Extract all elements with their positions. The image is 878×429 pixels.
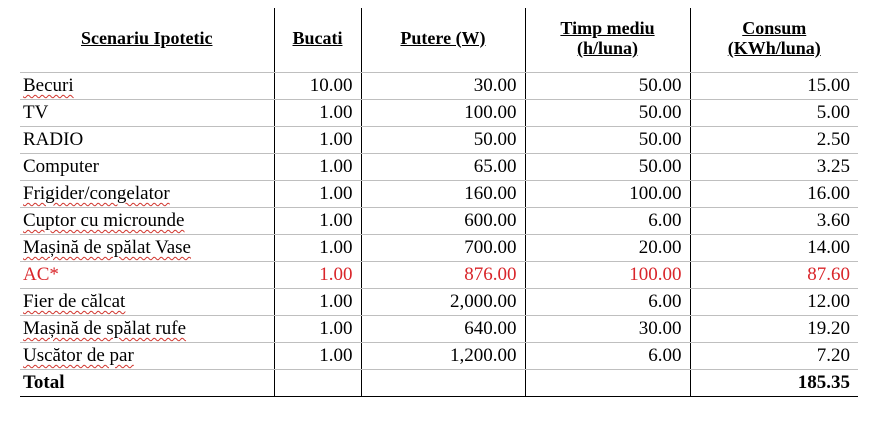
- table-row: [20, 208, 858, 235]
- row-pieces: 1.00: [274, 262, 361, 289]
- consumption-table: [20, 8, 858, 397]
- row-power: 65.00: [361, 154, 525, 181]
- row-pieces: 1.00: [274, 100, 361, 127]
- row-name: Frigider/congelator: [20, 181, 274, 208]
- total-power-empty: [361, 370, 525, 397]
- row-name: Uscător de par: [20, 343, 274, 370]
- row-power: 30.00: [361, 73, 525, 100]
- row-time: 6.00: [525, 208, 690, 235]
- row-consumption: 19.20: [690, 316, 858, 343]
- row-power: 1,200.00: [361, 343, 525, 370]
- total-consumption: 185.35: [690, 370, 858, 397]
- header-pieces: Bucati: [274, 8, 361, 73]
- row-time: 100.00: [525, 181, 690, 208]
- table-row-highlighted: [20, 262, 858, 289]
- table-row: [20, 289, 858, 316]
- row-time: 100.00: [525, 262, 690, 289]
- row-name: Mașină de spălat rufe: [20, 316, 274, 343]
- total-label: Total: [20, 370, 274, 397]
- row-consumption: 7.20: [690, 343, 858, 370]
- row-time: 50.00: [525, 154, 690, 181]
- row-name: RADIO: [20, 127, 274, 154]
- row-time: 50.00: [525, 127, 690, 154]
- table-row: [20, 100, 858, 127]
- row-consumption: 3.25: [690, 154, 858, 181]
- table-header-row: [20, 8, 858, 73]
- table-row: [20, 154, 858, 181]
- row-consumption: 3.60: [690, 208, 858, 235]
- row-name: Cuptor cu microunde: [20, 208, 274, 235]
- row-power: 160.00: [361, 181, 525, 208]
- table-row: [20, 235, 858, 262]
- total-time-empty: [525, 370, 690, 397]
- row-name: TV: [20, 100, 274, 127]
- row-time: 20.00: [525, 235, 690, 262]
- table-row: [20, 181, 858, 208]
- header-scenario: Scenariu Ipotetic: [20, 8, 274, 73]
- row-pieces: 1.00: [274, 316, 361, 343]
- row-pieces: 1.00: [274, 235, 361, 262]
- header-consumption: Consum (KWh/luna): [690, 8, 858, 73]
- row-time: 6.00: [525, 289, 690, 316]
- table-row: [20, 127, 858, 154]
- table-row: [20, 316, 858, 343]
- table-row: [20, 73, 858, 100]
- header-power: Putere (W): [361, 8, 525, 73]
- row-power: 100.00: [361, 100, 525, 127]
- row-consumption: 12.00: [690, 289, 858, 316]
- row-consumption: 5.00: [690, 100, 858, 127]
- row-time: 6.00: [525, 343, 690, 370]
- row-time: 50.00: [525, 100, 690, 127]
- row-name: AC*: [20, 262, 274, 289]
- total-row: [20, 370, 858, 397]
- table-row: [20, 343, 858, 370]
- row-time: 50.00: [525, 73, 690, 100]
- row-consumption: 16.00: [690, 181, 858, 208]
- row-consumption: 14.00: [690, 235, 858, 262]
- row-power: 600.00: [361, 208, 525, 235]
- row-name: Fier de călcat: [20, 289, 274, 316]
- row-power: 700.00: [361, 235, 525, 262]
- header-time: Timp mediu (h/luna): [525, 8, 690, 73]
- row-pieces: 1.00: [274, 154, 361, 181]
- row-pieces: 1.00: [274, 181, 361, 208]
- row-power: 876.00: [361, 262, 525, 289]
- row-consumption: 2.50: [690, 127, 858, 154]
- row-pieces: 1.00: [274, 343, 361, 370]
- row-name: Becuri: [20, 73, 274, 100]
- row-pieces: 1.00: [274, 127, 361, 154]
- row-pieces: 1.00: [274, 208, 361, 235]
- row-pieces: 10.00: [274, 73, 361, 100]
- row-consumption: 87.60: [690, 262, 858, 289]
- row-power: 50.00: [361, 127, 525, 154]
- row-name: Mașină de spălat Vase: [20, 235, 274, 262]
- row-power: 2,000.00: [361, 289, 525, 316]
- row-pieces: 1.00: [274, 289, 361, 316]
- row-time: 30.00: [525, 316, 690, 343]
- row-name: Computer: [20, 154, 274, 181]
- row-power: 640.00: [361, 316, 525, 343]
- total-pieces-empty: [274, 370, 361, 397]
- row-consumption: 15.00: [690, 73, 858, 100]
